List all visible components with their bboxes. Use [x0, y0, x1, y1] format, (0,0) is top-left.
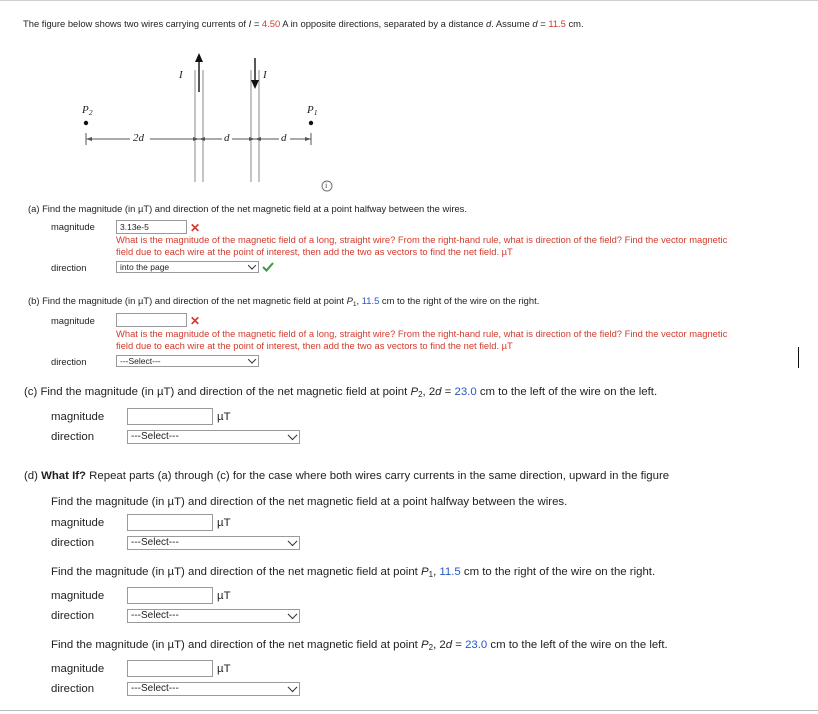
dimension-arrowhead-wire1-right	[199, 137, 205, 141]
part-d-q1-direction-select[interactable]	[127, 536, 300, 550]
part-a-feedback-line1: What is the magnitude of the magnetic field of a long, straight wire? From the right-hand rule, what is direction of the field? Find the vector magnetic	[116, 234, 728, 245]
down-arrow-icon	[251, 58, 259, 89]
part-d-q2-magnitude-input[interactable]	[127, 587, 213, 604]
incorrect-x-icon: ✕	[190, 221, 201, 235]
part-b-feedback-line1: What is the magnitude of the magnetic field of a long, straight wire? From the right-hand rule, what is direction of the field? Find the vector magnetic	[116, 328, 728, 339]
part-d-q2-magnitude-label: magnitude	[51, 590, 105, 602]
part-c-direction-label: direction	[51, 431, 95, 443]
intro-text: The figure below shows two wires carrying currents of I = 4.50 A in opposite directions, separated by a distance d. Assume d = 11.5 cm.	[23, 18, 584, 29]
part-d-q1-magnitude-label: magnitude	[51, 517, 105, 529]
part-d-q3-unit: µT	[217, 663, 231, 675]
label-d-mid: d	[224, 132, 230, 144]
label-i-right: I	[263, 69, 267, 81]
part-a-direction-select[interactable]	[116, 261, 259, 273]
bottom-frame-edge	[0, 710, 818, 711]
part-a-magnitude-label: magnitude	[51, 221, 95, 232]
part-c-magnitude-label: magnitude	[51, 411, 105, 423]
part-c-prompt: (c) Find the magnitude (in µT) and direction of the net magnetic field at point $P_2$, 2d = 23.0 cm to the left of the wire on the left.	[24, 386, 658, 399]
part-d-q3-direction-select[interactable]	[127, 682, 300, 696]
part-c-unit: µT	[217, 411, 231, 423]
wires-figure	[0, 0, 818, 200]
part-d-q3-direction-value: ---Select---	[131, 683, 179, 694]
part-a-magnitude-input[interactable]	[116, 220, 187, 234]
incorrect-x-icon: ✕	[190, 314, 201, 328]
info-icon[interactable]: i	[325, 180, 328, 190]
part-c-magnitude-input[interactable]	[127, 408, 213, 425]
point-p1-dot	[309, 121, 313, 125]
correct-check-icon	[262, 262, 274, 272]
label-p1: $P_1$	[307, 104, 318, 117]
current-value: 4.50	[261, 18, 281, 29]
part-c-direction-value: ---Select---	[131, 431, 179, 442]
chevron-down-icon	[248, 261, 256, 269]
point-p2-dot	[84, 121, 88, 125]
part-a-direction-value: into the page	[120, 262, 170, 272]
chevron-down-icon	[248, 355, 256, 363]
text-cursor	[798, 347, 799, 368]
part-a-feedback-line2: field due to each wire at the point of interest, then add the two as vectors to find the net field. µT	[116, 246, 513, 257]
part-d-q1-unit: µT	[217, 517, 231, 529]
part-d-q2-direction-label: direction	[51, 610, 95, 622]
part-d-q2-unit: µT	[217, 590, 231, 602]
label-i-left: I	[179, 69, 183, 81]
dimension-arrowhead-left	[86, 137, 92, 141]
dimension-arrowhead-right	[305, 137, 311, 141]
label-d-right: d	[281, 132, 287, 144]
distance-value: 11.5	[548, 18, 566, 29]
chevron-down-icon	[288, 609, 298, 619]
part-b-direction-label: direction	[51, 356, 87, 367]
part-b-prompt: (b) Find the magnitude (in µT) and direction of the net magnetic field at point $P_1$, 11.5 cm to the right of the wire on the right.	[28, 295, 540, 308]
part-d-q3-magnitude-label: magnitude	[51, 663, 105, 675]
part-b-feedback-line2: field due to each wire at the point of interest, then add the two as vectors to find the net field. µT	[116, 340, 513, 351]
dimension-arrowhead-wire2-right	[255, 137, 261, 141]
part-b-magnitude-label: magnitude	[51, 315, 95, 326]
part-d-q1-prompt: Find the magnitude (in µT) and direction of the net magnetic field at a point halfway between the wires.	[51, 496, 568, 508]
part-d-q1-magnitude-input[interactable]	[127, 514, 213, 531]
dimension-arrowhead-wire1-left	[193, 137, 199, 141]
part-d-q3-prompt: Find the magnitude (in µT) and direction of the net magnetic field at point $P_2$, 2d = 23.0 cm to the left of the wire on the left.	[51, 639, 668, 652]
chevron-down-icon	[288, 430, 298, 440]
part-a-prompt: (a) Find the magnitude (in µT) and direction of the net magnetic field at a point halfway between the wires.	[28, 203, 467, 214]
dimension-arrowhead-wire2-left	[249, 137, 255, 141]
label-p2: $P_2$	[82, 104, 93, 117]
part-d-q3-magnitude-input[interactable]	[127, 660, 213, 677]
label-2d: 2d	[133, 132, 144, 144]
part-d-prompt: (d) What If? Repeat parts (a) through (c) for the case where both wires carry currents in the same direction, upward in the figure	[24, 470, 670, 482]
part-d-q2-direction-select[interactable]	[127, 609, 300, 623]
part-b-direction-value: ---Select---	[120, 356, 161, 366]
up-arrow-icon	[195, 53, 203, 92]
chevron-down-icon	[288, 682, 298, 692]
part-d-q1-direction-label: direction	[51, 537, 95, 549]
part-d-q1-direction-value: ---Select---	[131, 537, 179, 548]
part-d-q2-prompt: Find the magnitude (in µT) and direction of the net magnetic field at point $P_1$, 11.5 cm to the right of the wire on the right.	[51, 566, 656, 579]
part-d-q3-direction-label: direction	[51, 683, 95, 695]
part-d-q2-direction-value: ---Select---	[131, 610, 179, 621]
part-c-direction-select[interactable]	[127, 430, 300, 444]
part-b-direction-select[interactable]	[116, 355, 259, 367]
chevron-down-icon	[288, 536, 298, 546]
part-a-direction-label: direction	[51, 262, 87, 273]
part-b-magnitude-input[interactable]	[116, 313, 187, 327]
